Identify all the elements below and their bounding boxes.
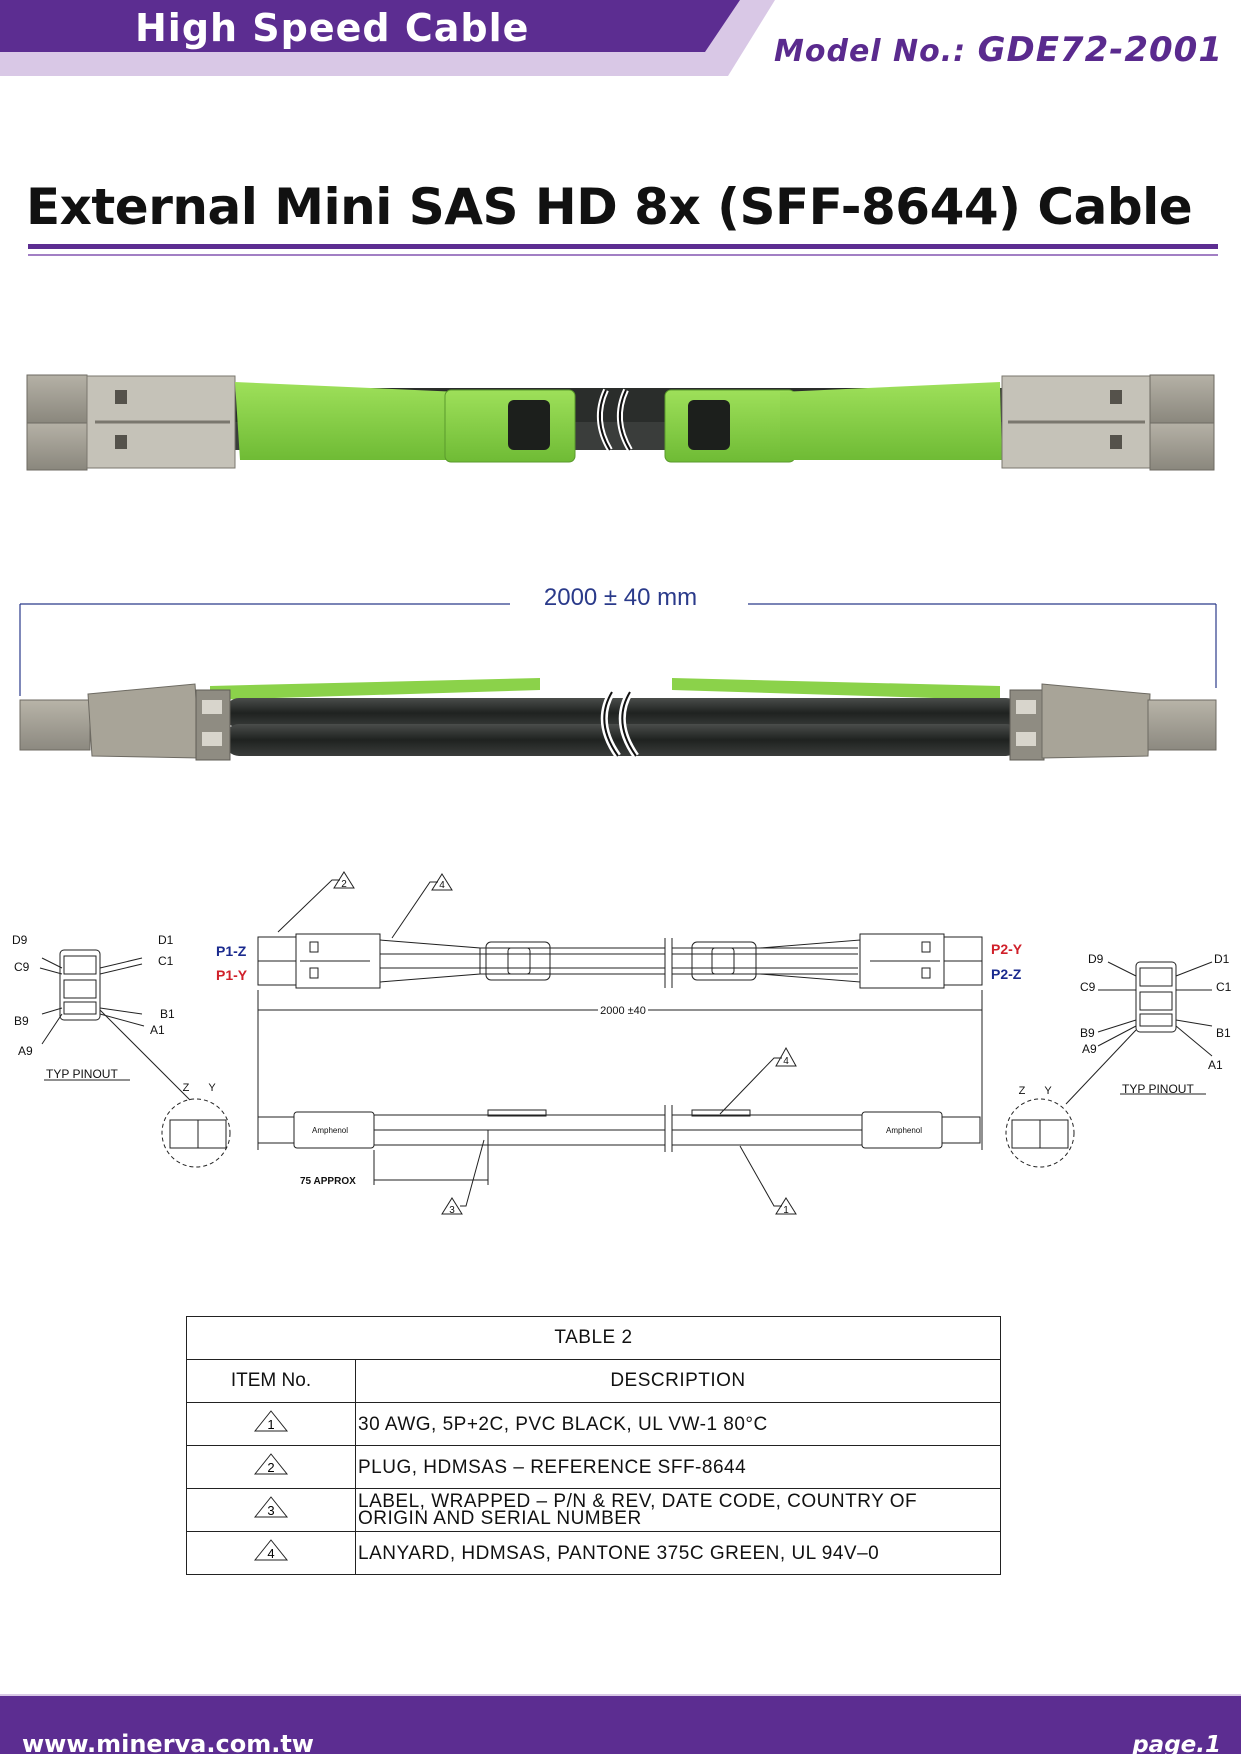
parts-table: [186, 1316, 1001, 1575]
item-1-triangle-icon: [253, 1409, 289, 1433]
pin-d1-left: D1: [158, 933, 174, 947]
label-p2-y: P2-Y: [991, 941, 1023, 957]
item-1-number: 1: [267, 1417, 275, 1432]
cable-photo-side: [0, 670, 1241, 780]
item-1-description: 30 AWG, 5P+2C, PVC BLACK, UL VW-1 80°C: [356, 1403, 1001, 1446]
item-2-triangle-icon: [253, 1452, 289, 1476]
table-row: [187, 1403, 1001, 1446]
pin-b1-right: B1: [1216, 1026, 1231, 1040]
pinout-z-right: Z: [1018, 1085, 1026, 1097]
dimension-label: 2000 ± 40 mm: [543, 584, 698, 611]
table-row: [187, 1489, 1001, 1532]
callout-4-side: 4: [783, 1056, 789, 1067]
model-number: [774, 30, 1223, 70]
pin-b1-left: B1: [160, 1007, 175, 1021]
typ-pinout-left: TYP PINOUT: [46, 1067, 118, 1081]
pin-a1-right: A1: [1208, 1058, 1223, 1072]
pin-a1-left: A1: [150, 1023, 165, 1037]
pin-c9-right: C9: [1080, 980, 1096, 994]
item-4-description: LANYARD, HDMSAS, PANTONE 375C GREEN, UL 94V–0: [356, 1532, 1001, 1575]
page-title: External Mini SAS HD 8x (SFF-8644) Cable: [26, 178, 1193, 236]
item-2-description: PLUG, HDMSAS – REFERENCE SFF-8644: [356, 1446, 1001, 1489]
item-3-number: 3: [267, 1503, 275, 1518]
typ-pinout-right: TYP PINOUT: [1122, 1082, 1194, 1096]
item-3-line-1: LABEL, WRAPPED – P/N & REV, DATE CODE, COUNTRY OF: [358, 1491, 918, 1512]
brand-left: Amphenol: [312, 1126, 349, 1135]
callout-1: 1: [783, 1205, 789, 1216]
pin-c9-left: C9: [14, 960, 30, 974]
footer-url[interactable]: www.minerva.com.tw: [22, 1730, 314, 1758]
title-rule-thin: [28, 254, 1218, 256]
item-3-description: [356, 1489, 1001, 1532]
pin-a9-left: A9: [18, 1044, 33, 1058]
pin-b9-right: B9: [1080, 1026, 1095, 1040]
title-rule-thick: [28, 244, 1218, 249]
approx-dimension: 75 APPROX: [300, 1176, 356, 1187]
item-2-number: 2: [267, 1460, 275, 1475]
pin-d1-right: D1: [1214, 952, 1230, 966]
label-p1-y: P1-Y: [216, 967, 248, 983]
header-title: High Speed Cable: [135, 6, 530, 50]
pinout-y-right: Y: [1044, 1085, 1052, 1097]
model-value: GDE72-2001: [977, 30, 1223, 70]
table-row: [187, 1446, 1001, 1489]
item-4-number: 4: [267, 1546, 275, 1561]
label-p2-z: P2-Z: [991, 966, 1022, 982]
item-4-triangle-icon: [253, 1538, 289, 1562]
pinout-y-left: Y: [208, 1082, 216, 1094]
callout-2-top: 2: [341, 879, 347, 890]
length-dimension: 2000 ±40: [600, 1005, 646, 1017]
pin-c1-right: C1: [1216, 980, 1232, 994]
pin-c1-left: C1: [158, 954, 174, 968]
item-3-triangle-icon: [253, 1495, 289, 1519]
brand-right: Amphenol: [886, 1126, 923, 1135]
pin-d9-left: D9: [12, 933, 28, 947]
pinout-z-left: Z: [182, 1082, 190, 1094]
label-p1-z: P1-Z: [216, 943, 247, 959]
callout-4-top: 4: [439, 880, 445, 891]
page-number: page.1: [1132, 1732, 1221, 1758]
table-caption: TABLE 2: [187, 1317, 1001, 1360]
footer-band-top: [0, 1694, 1241, 1696]
table-caption-row: [187, 1317, 1001, 1360]
col-header-description: DESCRIPTION: [356, 1360, 1001, 1403]
cable-photo-top: [0, 360, 1241, 480]
callout-3: 3: [449, 1205, 455, 1216]
pin-d9-right: D9: [1088, 952, 1104, 966]
table-row: [187, 1532, 1001, 1575]
pin-b9-left: B9: [14, 1014, 29, 1028]
table-header-row: [187, 1360, 1001, 1403]
technical-drawing: [0, 860, 1241, 1230]
item-3-line-2: ORIGIN AND SERIAL NUMBER: [358, 1508, 642, 1529]
pin-a9-right: A9: [1082, 1042, 1097, 1056]
col-header-item: ITEM No.: [187, 1360, 356, 1403]
model-label: Model No.:: [774, 34, 978, 69]
